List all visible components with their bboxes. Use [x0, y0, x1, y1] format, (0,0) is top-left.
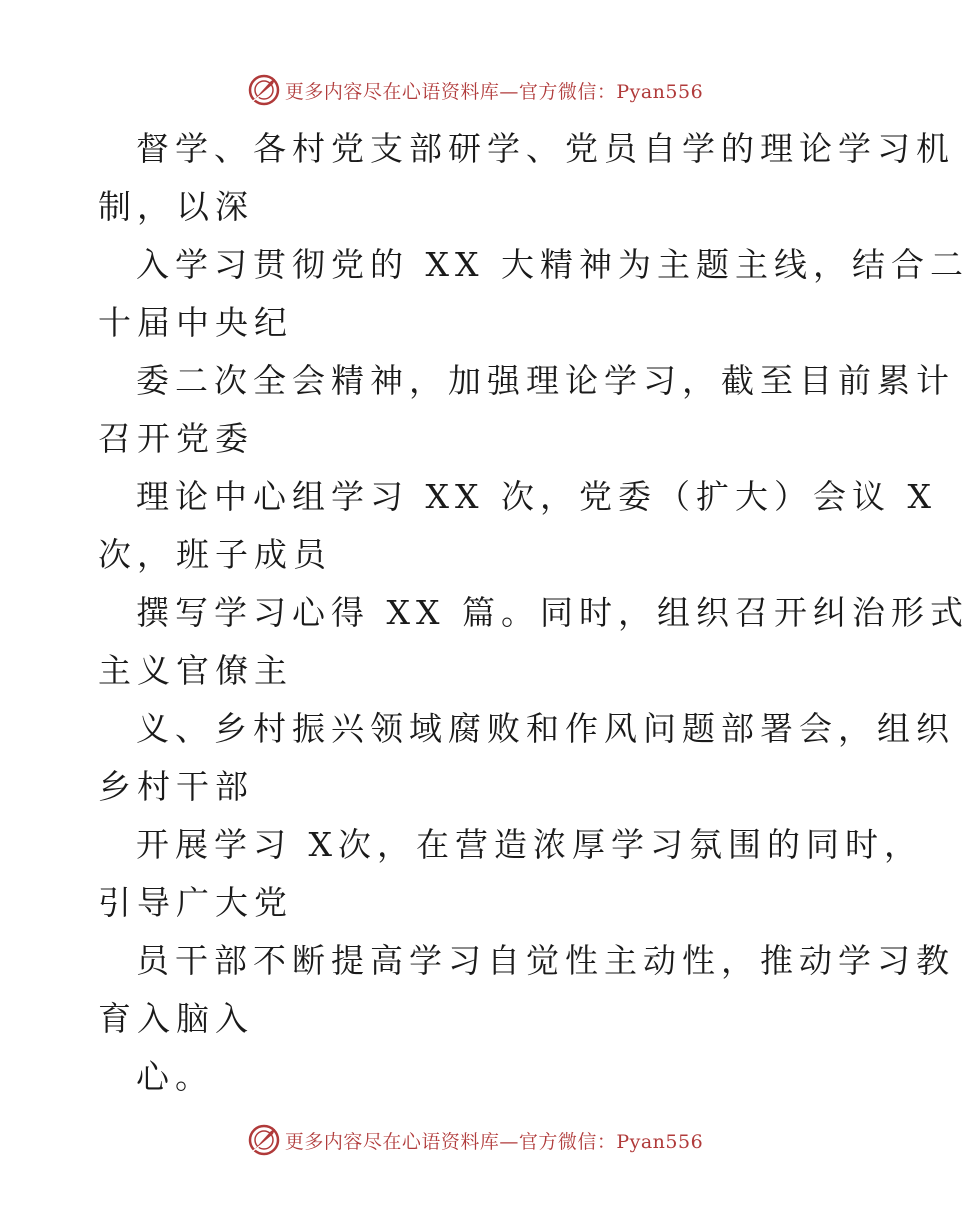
watermark-text: 更多内容尽在心语资料库—官方微信：Pyan556: [284, 1130, 704, 1153]
body-line: 制，以深: [98, 187, 254, 226]
quill-pen-logo-icon: [247, 1123, 281, 1157]
body-line: 召开党委: [98, 419, 254, 458]
body-line: 次，班子成员: [98, 535, 332, 574]
body-line: 督学、各村党支部研学、党员自学的理论学习机: [136, 129, 955, 168]
body-line: 理论中心组学习 XX 次，党委（扩大）会议 X: [136, 477, 937, 516]
body-line: 十届中央纪: [98, 303, 293, 342]
body-line: 撰写学习心得 XX 篇。同时，组织召开纠治形式: [136, 593, 969, 632]
body-line: 义、乡村振兴领域腐败和作风问题部署会，组织: [136, 709, 955, 748]
quill-pen-logo-icon: [247, 73, 281, 107]
document-body: [98, 120, 969, 1106]
body-line: 入学习贯彻党的 XX 大精神为主题主线，结合二: [136, 245, 969, 284]
body-line: 委二次全会精神，加强理论学习，截至目前累计: [136, 361, 955, 400]
body-line: 主义官僚主: [98, 651, 293, 690]
body-line: 员干部不断提高学习自觉性主动性，推动学习教: [136, 941, 955, 980]
body-line: 开展学习 X次，在营造浓厚学习氛围的同时，: [136, 825, 923, 864]
body-line: 引导广大党: [98, 883, 293, 922]
footer-watermark: [0, 1120, 950, 1160]
body-line: 乡村干部: [98, 767, 254, 806]
body-line: 心。: [136, 1057, 214, 1096]
body-line: 育入脑入: [98, 999, 254, 1038]
header-watermark: [0, 70, 950, 110]
watermark-text: 更多内容尽在心语资料库—官方微信：Pyan556: [284, 80, 704, 103]
